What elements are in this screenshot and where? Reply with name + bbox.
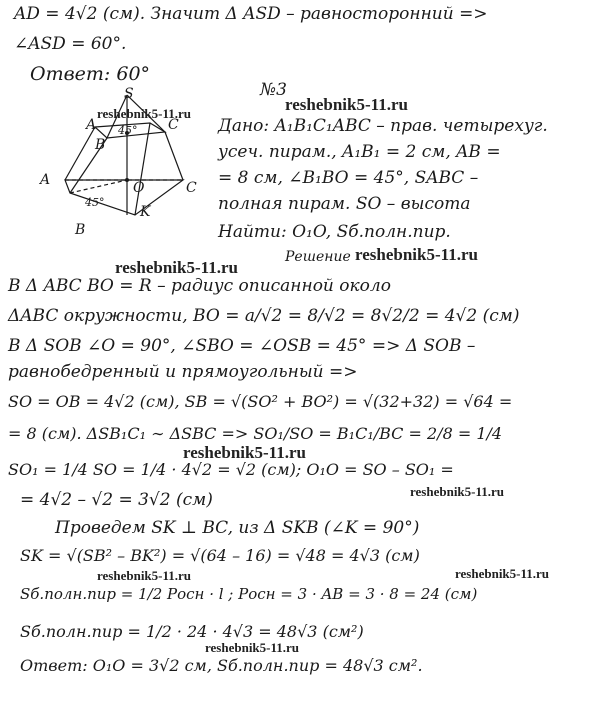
bottom-base: [65, 180, 183, 215]
solution-line-4: равнобедренный и прямоугольный =>: [8, 362, 358, 382]
watermark: reshebnik5-11.ru: [205, 640, 300, 655]
solution-line-3: В Δ SOB ∠O = 90°, ∠SBO = ∠OSB = 45° => Δ SOB –: [8, 336, 476, 356]
label-C: C: [186, 180, 197, 196]
label-A: A: [40, 172, 51, 188]
find-line: Найти: O₁O, Sб.полн.пир.: [218, 222, 451, 242]
watermark: reshebnik5-11.ru: [410, 484, 505, 499]
watermark: reshebnik5-11.ru: [183, 443, 306, 462]
watermark: reshebnik5-11.ru: [115, 258, 238, 277]
given-line-2: усеч. пирам., A₁B₁ = 2 см, AB =: [218, 142, 501, 162]
watermark: reshebnik5-11.ru: [355, 245, 478, 264]
watermark: reshebnik5-11.ru: [97, 106, 192, 121]
solution-line-12: Sб.полн.пир = 1/2 · 24 · 4√3 = 48√3 (см²): [20, 622, 364, 641]
given-line-1: Дано: A₁B₁C₁ABC – прав. четырехуг.: [218, 116, 548, 136]
label-K: K: [140, 204, 151, 220]
label-B1: B: [95, 137, 106, 153]
label-O: O: [133, 180, 145, 196]
problem-number: №3: [260, 80, 287, 100]
watermark: reshebnik5-11.ru: [285, 95, 408, 114]
prev-solution-line-1: AD = 4√2 (см). Значит Δ ASD – равносторонний =>: [14, 4, 488, 24]
label-B: B: [75, 222, 86, 238]
solution-line-13: Ответ: O₁O = 3√2 см, Sб.полн.пир = 48√3 см².: [20, 656, 423, 675]
solution-line-6: = 8 (см). ΔSB₁C₁ ∼ ΔSBC => SO₁/SO = B₁C₁/BC = 2/8 = 1/4: [8, 424, 503, 443]
solution-line-11: Sб.полн.пир = 1/2 Pосн · l ; Pосн = 3 · AB = 3 · 8 = 24 (см): [20, 585, 478, 603]
label-angle-top: 45°: [118, 124, 138, 137]
given-line-3: = 8 см, ∠B₁BO = 45°, SABC –: [218, 168, 479, 188]
solution-line-8: = 4√2 – √2 = 3√2 (см): [20, 490, 213, 510]
given-line-4: полная пирам. SO – высота: [218, 194, 471, 214]
label-angle-bottom: 45°: [85, 196, 105, 209]
solution-line-1: В Δ ABC BO = R – радиус описанной около: [8, 276, 391, 296]
watermark: reshebnik5-11.ru: [97, 568, 192, 583]
solution-line-2: ΔABC окружности, BO = a/√2 = 8/√2 = 8√2/2 = 4√2 (см): [8, 306, 520, 326]
solution-line-10: SK = √(SB² – BK²) = √(64 – 16) = √48 = 4√3 (см): [20, 546, 420, 565]
label-S: S: [124, 86, 134, 102]
prev-answer: Ответ: 60°: [30, 63, 151, 85]
solution-line-9: Проведем SK ⊥ BC, из Δ SKB (∠K = 90°): [55, 518, 420, 538]
label-A1: A: [86, 117, 97, 133]
solution-title: Решение: [285, 249, 351, 265]
solution-line-7: SO₁ = 1/4 SO = 1/4 · 4√2 = √2 (см); O₁O = SO – SO₁ =: [8, 460, 454, 479]
prev-solution-line-2: ∠ASD = 60°.: [14, 34, 127, 54]
solution-line-5: SO = OB = 4√2 (см), SB = √(SO² + BO²) = √(32+32) = √64 =: [8, 392, 513, 411]
label-C1: C: [168, 117, 179, 133]
watermark: reshebnik5-11.ru: [455, 566, 550, 581]
